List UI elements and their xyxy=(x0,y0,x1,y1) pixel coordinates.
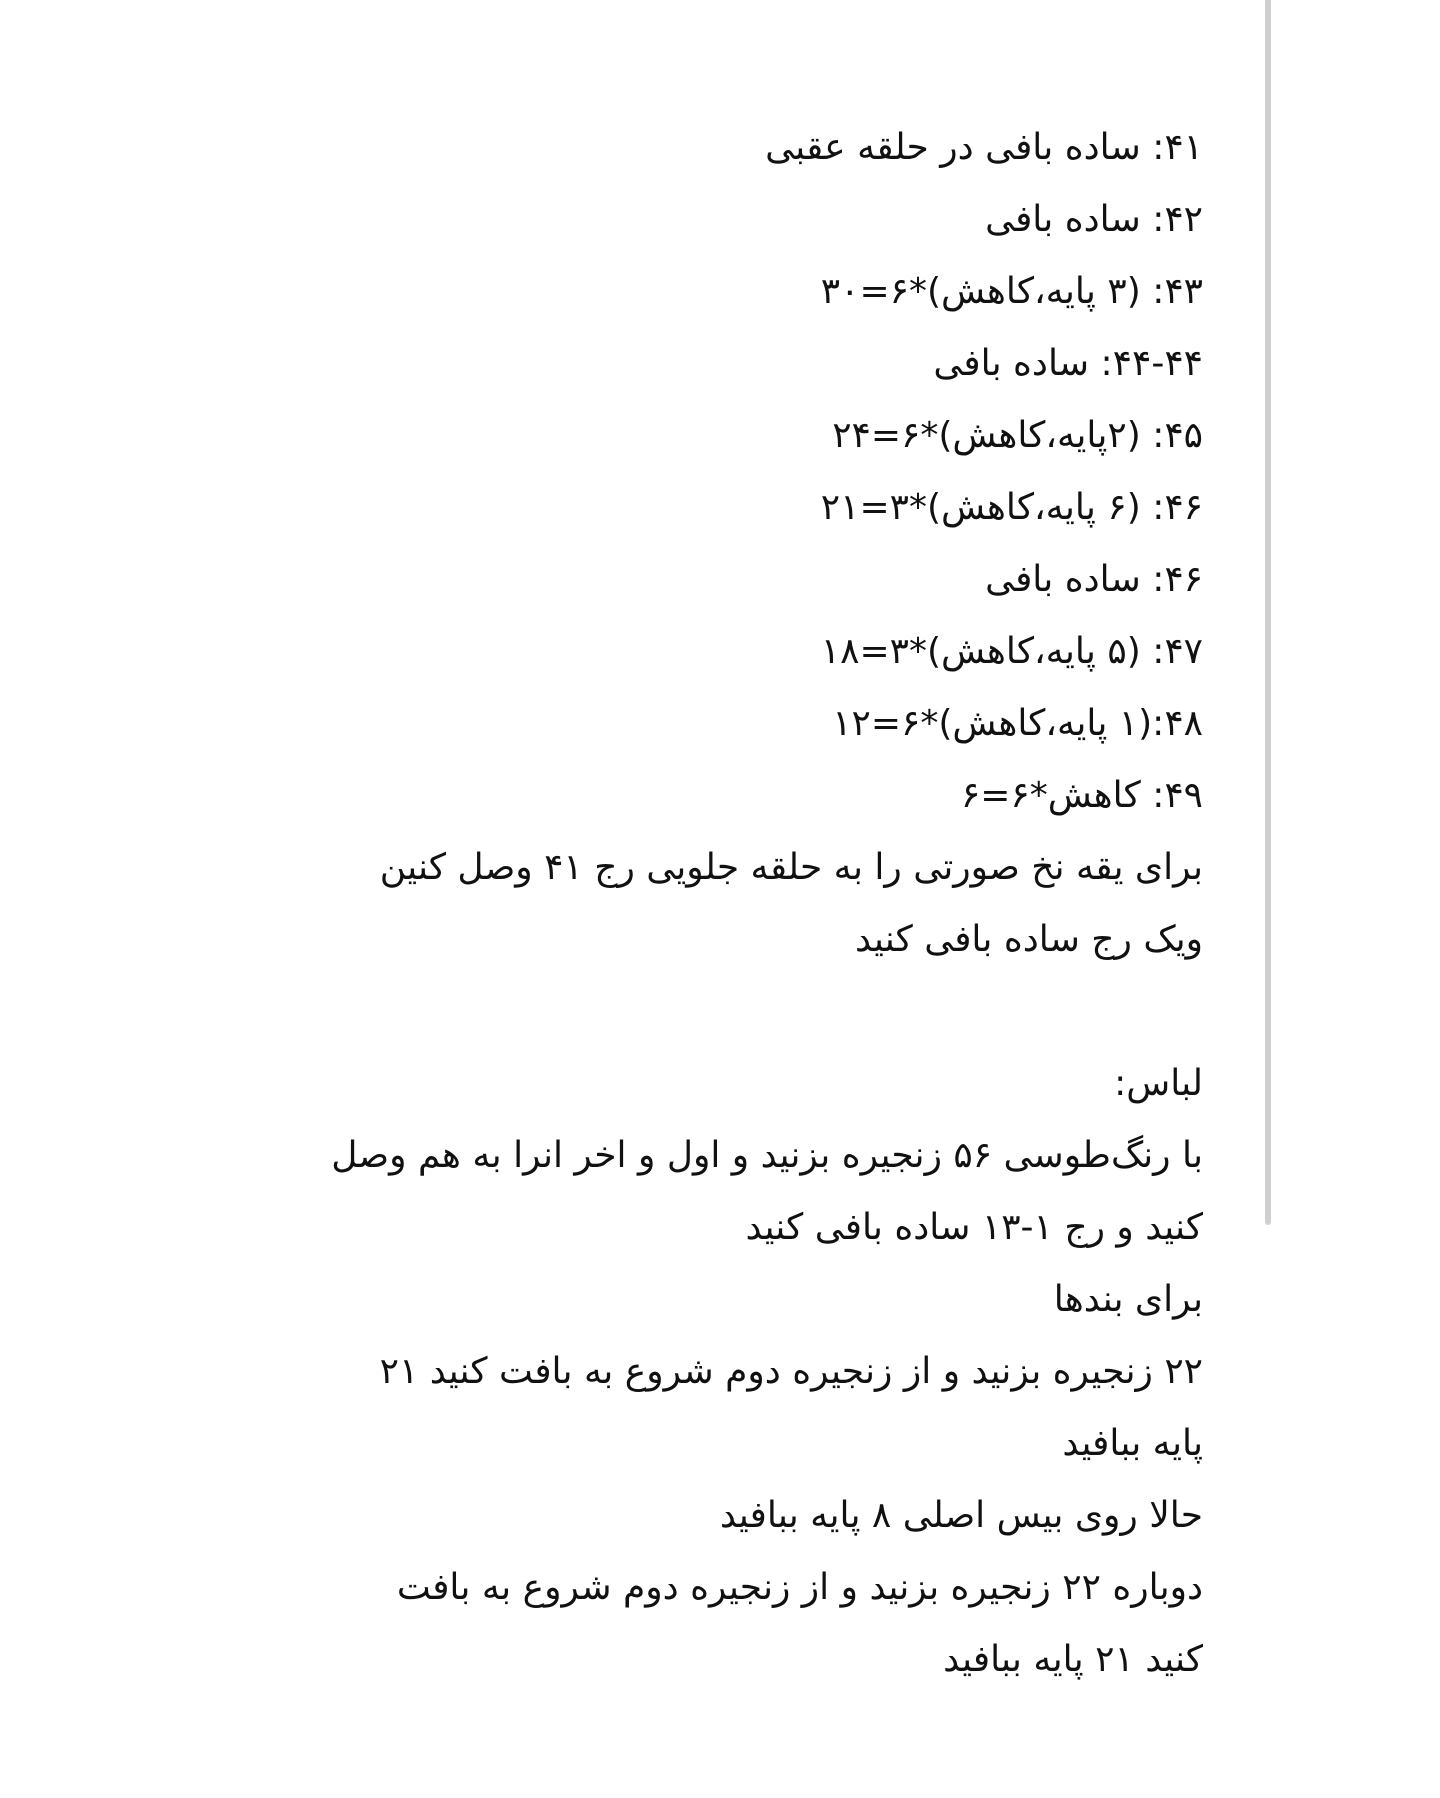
text-line: کنید ۲۱ پایه ببافید xyxy=(943,1639,1203,1680)
text-line: ویک رج ساده بافی کنید xyxy=(854,919,1203,960)
blank-line xyxy=(203,976,1203,1048)
text-line: ۴۴-۴۴: ساده بافی xyxy=(933,343,1203,384)
text-line: ۴۶: (۶ پایه،کاهش)*۳=۲۱ xyxy=(820,487,1203,528)
text-line: ۴۶: ساده بافی xyxy=(985,559,1203,600)
text-line: ۴۸:(۱ پایه،کاهش)*۶=۱۲ xyxy=(832,703,1203,744)
text-line: پایه ببافید xyxy=(1062,1423,1203,1464)
text-line: کنید و رج ۱-۱۳ ساده بافی کنید xyxy=(745,1207,1203,1248)
text-line: ۴۳: (۳ پایه،کاهش)*۶=۳۰ xyxy=(820,271,1203,312)
text-line: حالا روی بیس اصلی ۸ پایه ببافید xyxy=(719,1495,1203,1536)
scrollbar[interactable] xyxy=(1265,0,1271,1225)
text-line: برای یقه نخ صورتی را به حلقه جلویی رج ۴۱ وصل کنین xyxy=(379,847,1203,888)
text-line: ۴۹: کاهش*۶=۶ xyxy=(960,775,1203,816)
pattern-text xyxy=(203,112,1203,1696)
section-heading: لباس: xyxy=(1114,1063,1203,1104)
text-line: ۴۵: (۲پایه،کاهش)*۶=۲۴ xyxy=(832,415,1203,456)
text-line: دوباره ۲۲ زنجیره بزنید و از زنجیره دوم شروع به بافت xyxy=(396,1567,1203,1608)
text-line: برای بندها xyxy=(1053,1279,1203,1320)
text-line: ۴۲: ساده بافی xyxy=(985,199,1203,240)
text-line: با رنگ‌طوسی ۵۶ زنجیره بزنید و اول و اخر انرا به هم وصل xyxy=(331,1135,1203,1176)
text-line: ۴۷: (۵ پایه،کاهش)*۳=۱۸ xyxy=(820,631,1203,672)
text-line: ۲۲ زنجیره بزنید و از زنجیره دوم شروع به بافت کنید ۲۱ xyxy=(379,1351,1203,1392)
text-line: ۴۱: ساده بافی در حلقه عقبی xyxy=(765,127,1203,168)
